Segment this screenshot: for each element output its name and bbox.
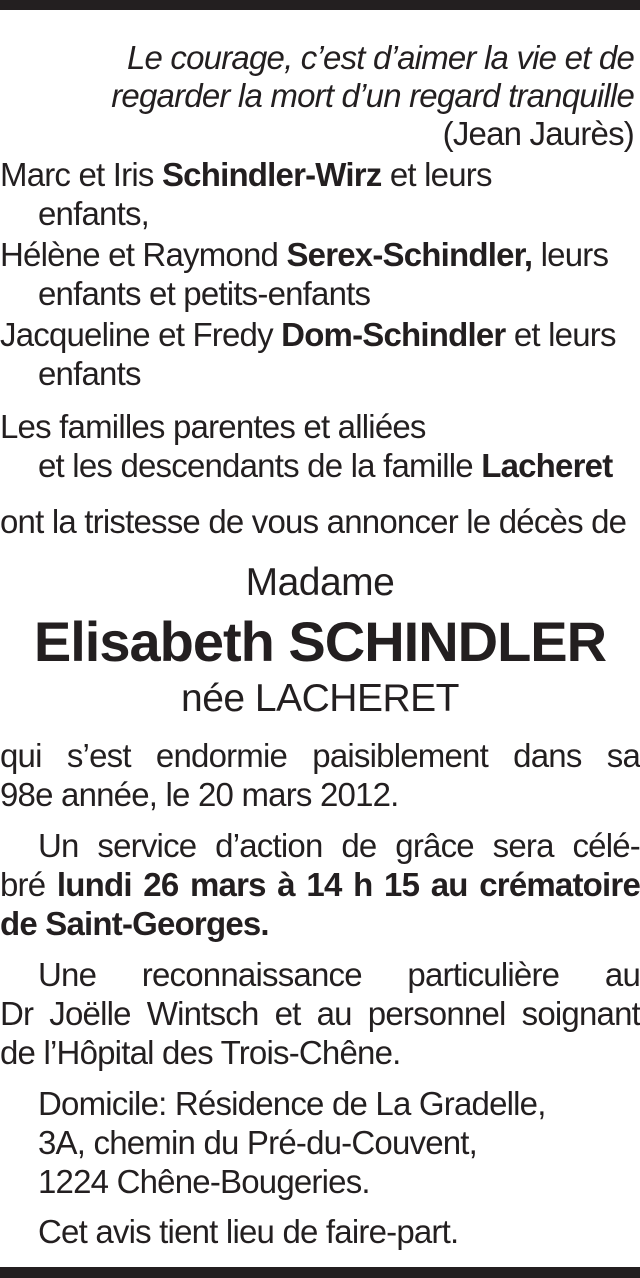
relatives-line-2-prefix: et les descendants de la famille (38, 447, 482, 484)
address-line-3: 1224 Chêne-Bougeries. (38, 1163, 370, 1200)
top-border-rule (0, 0, 640, 10)
announcement-line: ont la tristesse de vous annoncer le décès de (0, 503, 627, 540)
family-entry-1-suffix: et leurs (381, 156, 492, 193)
deceased-name: Elisabeth SCHINDLER (33, 610, 607, 673)
thanks-line-3: de l’Hôpital des Trois-Chêne. (0, 1034, 401, 1071)
family-entry-1-name: Schindler-Wirz (161, 156, 382, 193)
address-line-1: Domicile: Résidence de La Gradelle, (38, 1085, 546, 1122)
family-entry-2-prefix: Hélène et Raymond (0, 236, 287, 273)
address-line-2: 3A, chemin du Pré-du-Couvent, (38, 1124, 478, 1161)
family-entry-2-name: Serex-Schindler, (286, 236, 533, 273)
relatives-line-2 (38, 446, 640, 486)
family-entry-2 (0, 235, 640, 275)
relatives-line-1: Les familles parentes et alliées (0, 408, 426, 445)
passing-line-1: qui s’est endormie paisiblement dans sa (0, 737, 640, 774)
closing-line: Cet avis tient lieu de faire-part. (38, 1213, 459, 1250)
family-entry-3-suffix: et leurs (505, 316, 616, 353)
family-entry-3-name: Dom-Schindler (281, 316, 506, 353)
service-line-2-prefix: bré (0, 866, 57, 903)
family-entry-3 (0, 315, 640, 355)
service-line-1: Un service d’action de grâce sera célé- (38, 827, 640, 864)
quote-line-1: Le courage, c’est d’aimer la vie et de (126, 39, 634, 76)
service-date-time: lundi 26 mars à 14 h 15 au crématoire (56, 866, 640, 903)
family-entry-1 (0, 155, 640, 195)
deceased-maiden-name: née LACHERET (181, 677, 459, 720)
passing-line-2: 98e année, le 20 mars 2012. (0, 776, 399, 813)
family-entry-1-continuation: enfants, (38, 195, 150, 232)
family-entry-3-continuation: enfants (38, 355, 141, 392)
quote-author: (Jean Jaurès) (442, 115, 634, 152)
bottom-border-rule (0, 1267, 640, 1278)
quote-line-2: regarder la mort d’un regard tranquille (111, 77, 634, 114)
family-entry-2-continuation: enfants et petits-enfants (38, 275, 371, 312)
family-entry-1-prefix: Marc et Iris (0, 156, 162, 193)
thanks-line-2: Dr Joëlle Wintsch et au personnel soignant (0, 995, 640, 1032)
family-entry-2-suffix: leurs (532, 236, 609, 273)
thanks-line-1: Une reconnaissance particulière au (38, 956, 640, 993)
relatives-family-name: Lacheret (481, 447, 613, 484)
service-line-2 (0, 865, 640, 905)
family-entry-3-prefix: Jacqueline et Fredy (0, 316, 282, 353)
obituary-notice (0, 10, 640, 1267)
service-location: de Saint-Georges. (0, 905, 269, 942)
deceased-title: Madame (245, 561, 395, 604)
